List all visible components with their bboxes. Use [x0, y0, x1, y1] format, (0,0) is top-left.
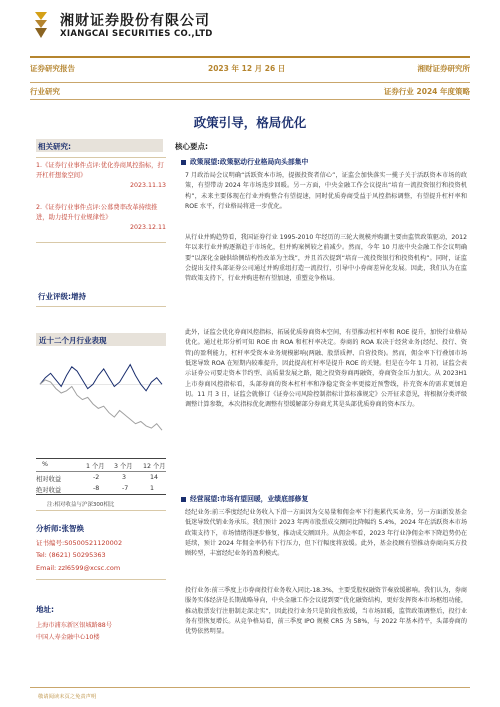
table-row-label: 相对收益 — [36, 476, 62, 483]
paragraph: 7 月政治局会议明确“活跃资本市场，提振投资者信心”，证监会加快落实一揽子关于活跃资本市场的政策，有望带动 2024 年市场迭步回暖。另一方面，中央金融工作会议提出“培育一流投资银行和投资机构”，未来主要体现在行业并购整合有望提速，同时优质券商受益于风控指标调整，有望提升杠杆率和 ROE 水平，行业格局将进一步优化。 — [185, 172, 467, 211]
table-row-label: 绝对收益 — [36, 487, 62, 494]
header-divider-2 — [30, 99, 470, 100]
related-header-bar — [36, 139, 163, 152]
table-cell: -8 — [93, 485, 100, 492]
header-divider — [30, 82, 470, 83]
sidebar-divider — [36, 242, 166, 243]
section-heading — [181, 156, 308, 166]
report-title: 政策引导，格局优化 — [193, 115, 307, 130]
address-line: 中国人寿金融中心10楼 — [36, 634, 100, 641]
table-rule — [36, 458, 166, 459]
analyst-email[interactable]: Email: zzl6599@xcsc.com — [36, 564, 121, 572]
sidebar-divider — [36, 157, 166, 158]
header-row-1 — [30, 63, 470, 77]
square-bullet-icon — [181, 497, 186, 502]
chart-title: 近十二个月行业表现 — [39, 336, 107, 345]
paragraph: 投行业务:前三季度上市券商投行业务收入同比-18.3%，主要受股权融资节奏放缓影响。我们认为，券商服务实体经济是长期战略导向，中央金融工作会议提到要“优化融资结构，更好发挥资本市场枢纽功能，推动股票发行注册制走深走实”，因此投行业务只是阶段性放缓，当市场回暖，监管政策调整后，投行业务有望恢复增长。从竞争格局看，前三季度 IPO 规模 CR5 为 58%，与 2022 年基本持平，头部券商的优势依然明显。 — [185, 587, 467, 636]
table-note: 注:相对收益与沪深300相比 — [47, 502, 115, 508]
sidebar-divider — [36, 306, 166, 307]
related-item-text: 1.《证券行业事件点评:优化券商风控指标，打开杠杆想象空间》 — [36, 162, 164, 179]
analyst-tel: Tel: (8621) 50295363 — [36, 551, 106, 559]
address-line: 上海市浦东新区银城路88号 — [36, 622, 112, 629]
analyst-name: 分析师:张智焕 — [36, 524, 84, 533]
related-item-text: 2.《证券行业事件点评:公募费率改革持续推进，助力提升行业规律性》 — [36, 204, 158, 221]
table-cell: 1 — [150, 485, 155, 492]
report-subject: 证券行业 2024 年度策略 — [383, 87, 470, 96]
performance-table — [36, 458, 166, 494]
table-cell: -2 — [93, 474, 100, 481]
table-header-cell: 1 个月 — [86, 463, 105, 470]
related-item[interactable] — [36, 161, 166, 191]
square-bullet-icon — [181, 160, 186, 165]
company-name-cn: 湘财证券股份有限公司 — [60, 13, 210, 29]
chart-header-bar — [36, 333, 166, 346]
paragraph: 经纪业务:前三季度经纪业务收入下滑一方面因为交易量和佣金率下行拖累代买业务，另一方面新发基金低迷导致代销业务承压。我们预计 2023 年两市股票成交额同比降幅约 5.4%，2024 年在活跃资本市场政策支持下，市场情绪得逐步修复，推动成交额回升。从佣金率看，2023 年行业净佣金率下降趋势仍在延续，预计 2024 年佣金率仍有下行压力，但下行幅度将放缓。此外，基金投顾有望推动券商向买方投顾转型，丰富经纪业务的盈利模式。 — [185, 509, 467, 558]
table-header-cell: % — [42, 461, 48, 468]
core-points-title: 核心要点: — [175, 142, 208, 151]
report-date: 2023 年 12 月 26 日 — [208, 64, 286, 73]
table-cell: 3 — [122, 474, 127, 481]
table-rule — [36, 494, 166, 495]
paragraph: 从行业并购趋势看，我国证券行业 1995-2010 年经历的三轮大规模并购潮主要由监管政策驱动，2012 年以来行业并购逐渐趋于市场化，但并购案例较之前减少。然而，今年 10 月底中央金融工作会议明确要“以深化金融供给侧结构性改革为主线”，并且首次提到“培育一流投资银行和投资机构”。同时，证监会提出支持头部证券公司通过并购重组打造一流投行，引导中小券商差异化发展。因此，我们认为在监管政策支持下，行业并购进程有望加速，重塑竞争格局。 — [185, 234, 467, 283]
footer-rule — [30, 687, 470, 688]
header-rule — [30, 56, 470, 58]
related-item-date: 2023.11.13 — [129, 182, 166, 189]
sidebar-divider — [36, 510, 166, 511]
paragraph: 此外，证监会优化券商风控指标，拓展优质券商资本空间，有望推动杠杆率和 ROE 提升，加快行业格局优化。通过杜邦分析可知 ROE 由 ROA 和杠杆率决定。券商的 ROA 取决于经营业务(经纪、投行、资管)的盈利能力，杠杆率受资本业务规模影响(两融、股票质押、自营投资)。然而，佣金率下行叠加市场低迷导致 ROA 在短期内较难提升，因此提高杠杆率是提升 ROE 的关键。但是在今年 1 月初，证监会表示证券公司要走资本节约型、高质量发展之路，随之投资券商再融资，券商资金压力加大。从 2023H1 上市券商风控指标看，头部券商的资本杠杆率和净稳定资金率更接近预警线，扑充资本的需求更加迫切。11 月 3 日，证监会就修订《证券公司风险控制指标计算标准规定》公开征求意见，将根据分类评级调整计算参数，本次指标优化调整有望缓解部分券商尤其是头部优质券商的资本压力。 — [185, 329, 467, 409]
company-name-en: XIANGCAI SECURITIES CO.,LTD — [60, 29, 213, 39]
table-header-cell: 12 个月 — [143, 463, 166, 470]
section-heading-text: 政策展望:政策驱动行业格局向头部集中 — [190, 158, 309, 166]
company-logo — [33, 10, 49, 40]
report-category: 行业研究 — [30, 87, 60, 96]
table-header-cell: 3 个月 — [114, 463, 133, 470]
table-rule — [36, 471, 166, 472]
footer-disclaimer: 敬请阅读末页之免责声明 — [38, 694, 97, 700]
header-row-2 — [30, 86, 470, 100]
analyst-license: 证书编号:S0500521120002 — [36, 539, 123, 547]
performance-chart — [36, 352, 166, 447]
table-cell: 14 — [150, 474, 159, 481]
related-item[interactable] — [36, 203, 166, 233]
industry-rating: 行业评级:增持 — [38, 292, 86, 301]
institute-name: 湘财证券研究所 — [417, 64, 470, 73]
section-heading — [181, 493, 308, 503]
address-label: 地址: — [36, 605, 54, 614]
table-cell: -7 — [122, 485, 129, 492]
section-heading-text: 经营展望:市场有望回暖，业绩底部修复 — [190, 495, 309, 503]
sidebar-divider — [36, 579, 166, 580]
related-item-date: 2023.12.11 — [129, 224, 166, 231]
related-title: 相关研究: — [38, 142, 71, 151]
report-type: 证券研究报告 — [30, 64, 75, 73]
series-line-0 — [40, 365, 162, 391]
